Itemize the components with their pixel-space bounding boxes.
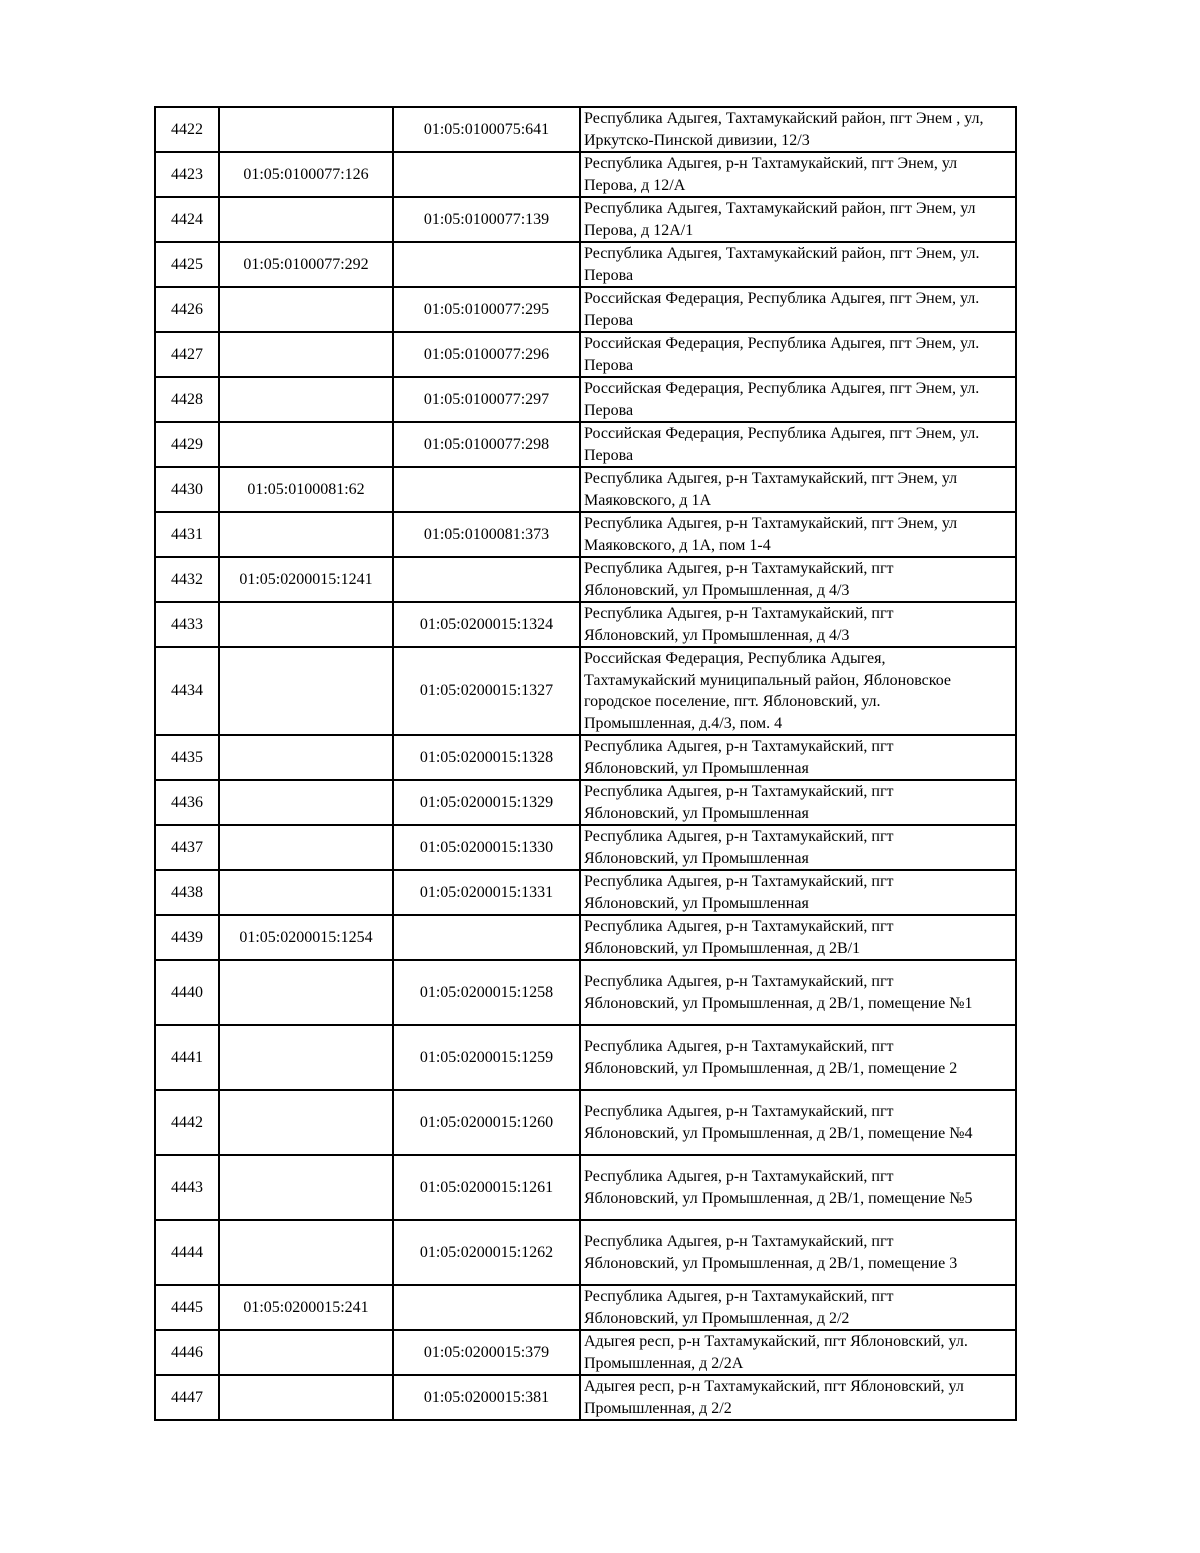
- row-number-cell: 4428: [155, 377, 219, 422]
- cadastral-number-b-cell: 01:05:0200015:1327: [393, 647, 580, 735]
- address-cell: Республика Адыгея, р-н Тахтамукайский, пгт Энем, ул Перова, д 12/А: [580, 152, 1016, 197]
- row-number-cell: 4440: [155, 960, 219, 1025]
- row-number-cell: 4443: [155, 1155, 219, 1220]
- row-number-cell: 4435: [155, 735, 219, 780]
- row-number-cell: 4434: [155, 647, 219, 735]
- cadastral-number-a-cell: 01:05:0100081:62: [219, 467, 393, 512]
- address-cell: Российская Федерация, Республика Адыгея, пгт Энем, ул. Перова: [580, 422, 1016, 467]
- address-cell: Республика Адыгея, р-н Тахтамукайский, пгт Яблоновский, ул Промышленная: [580, 780, 1016, 825]
- cadastral-number-a-cell: 01:05:0200015:241: [219, 1285, 393, 1330]
- registry-table-body: [155, 107, 1016, 1420]
- cadastral-number-b-cell: 01:05:0200015:381: [393, 1375, 580, 1420]
- cadastral-number-b-cell: [393, 1285, 580, 1330]
- address-cell: Республика Адыгея, р-н Тахтамукайский, пгт Яблоновский, ул Промышленная, д 2В/1, помещение №5: [580, 1155, 1016, 1220]
- address-cell: Республика Адыгея, Тахтамукайский район, пгт Энем , ул, Иркутско-Пинской дивизии, 12/3: [580, 107, 1016, 152]
- row-number-cell: 4429: [155, 422, 219, 467]
- cadastral-number-a-cell: 01:05:0100077:292: [219, 242, 393, 287]
- cadastral-number-a-cell: 01:05:0200015:1254: [219, 915, 393, 960]
- table-row: [155, 735, 1016, 780]
- table-row: [155, 1025, 1016, 1090]
- cadastral-number-b-cell: 01:05:0200015:1331: [393, 870, 580, 915]
- cadastral-number-b-cell: 01:05:0200015:1262: [393, 1220, 580, 1285]
- row-number-cell: 4439: [155, 915, 219, 960]
- table-row: [155, 422, 1016, 467]
- address-cell: Российская Федерация, Республика Адыгея, Тахтамукайский муниципальный район, Яблоновское городское поселение, пгт. Яблоновский, ул. Промышленная, д.4/3, пом. 4: [580, 647, 1016, 735]
- table-row: [155, 870, 1016, 915]
- cadastral-number-a-cell: [219, 1220, 393, 1285]
- cadastral-number-a-cell: [219, 825, 393, 870]
- address-cell: Российская Федерация, Республика Адыгея, пгт Энем, ул. Перова: [580, 377, 1016, 422]
- cadastral-number-b-cell: [393, 467, 580, 512]
- row-number-cell: 4437: [155, 825, 219, 870]
- row-number-cell: 4438: [155, 870, 219, 915]
- cadastral-number-b-cell: 01:05:0100077:298: [393, 422, 580, 467]
- cadastral-number-b-cell: 01:05:0100077:139: [393, 197, 580, 242]
- cadastral-number-a-cell: [219, 960, 393, 1025]
- cadastral-number-b-cell: 01:05:0100077:297: [393, 377, 580, 422]
- row-number-cell: 4424: [155, 197, 219, 242]
- table-row: [155, 780, 1016, 825]
- table-row: [155, 960, 1016, 1025]
- address-cell: Республика Адыгея, р-н Тахтамукайский, пгт Энем, ул Маяковского, д 1А, пом 1-4: [580, 512, 1016, 557]
- cadastral-number-a-cell: [219, 1330, 393, 1375]
- cadastral-number-a-cell: [219, 735, 393, 780]
- cadastral-number-b-cell: [393, 557, 580, 602]
- row-number-cell: 4433: [155, 602, 219, 647]
- table-row: [155, 467, 1016, 512]
- table-row: [155, 1375, 1016, 1420]
- table-row: [155, 107, 1016, 152]
- row-number-cell: 4445: [155, 1285, 219, 1330]
- address-cell: Республика Адыгея, р-н Тахтамукайский, пгт Яблоновский, ул Промышленная: [580, 870, 1016, 915]
- cadastral-number-a-cell: [219, 870, 393, 915]
- table-row: [155, 647, 1016, 735]
- address-cell: Республика Адыгея, Тахтамукайский район, пгт Энем, ул Перова, д 12А/1: [580, 197, 1016, 242]
- table-row: [155, 557, 1016, 602]
- address-cell: Республика Адыгея, р-н Тахтамукайский, пгт Яблоновский, ул Промышленная, д 2/2: [580, 1285, 1016, 1330]
- cadastral-number-b-cell: 01:05:0200015:1259: [393, 1025, 580, 1090]
- row-number-cell: 4436: [155, 780, 219, 825]
- address-cell: Российская Федерация, Республика Адыгея, пгт Энем, ул. Перова: [580, 332, 1016, 377]
- row-number-cell: 4442: [155, 1090, 219, 1155]
- table-row: [155, 197, 1016, 242]
- address-cell: Республика Адыгея, р-н Тахтамукайский, пгт Яблоновский, ул Промышленная, д 4/3: [580, 602, 1016, 647]
- address-cell: Республика Адыгея, р-н Тахтамукайский, пгт Яблоновский, ул Промышленная, д 2В/1, помещение №1: [580, 960, 1016, 1025]
- row-number-cell: 4425: [155, 242, 219, 287]
- address-cell: Республика Адыгея, р-н Тахтамукайский, пгт Яблоновский, ул Промышленная, д 2В/1, помещение 3: [580, 1220, 1016, 1285]
- cadastral-number-a-cell: [219, 287, 393, 332]
- table-row: [155, 825, 1016, 870]
- cadastral-number-a-cell: 01:05:0100077:126: [219, 152, 393, 197]
- cadastral-number-b-cell: 01:05:0200015:1330: [393, 825, 580, 870]
- address-cell: Республика Адыгея, р-н Тахтамукайский, пгт Энем, ул Маяковского, д 1А: [580, 467, 1016, 512]
- cadastral-number-a-cell: [219, 377, 393, 422]
- table-row: [155, 332, 1016, 377]
- address-cell: Республика Адыгея, р-н Тахтамукайский, пгт Яблоновский, ул Промышленная: [580, 825, 1016, 870]
- row-number-cell: 4423: [155, 152, 219, 197]
- cadastral-number-a-cell: 01:05:0200015:1241: [219, 557, 393, 602]
- cadastral-number-b-cell: 01:05:0200015:1260: [393, 1090, 580, 1155]
- cadastral-number-b-cell: 01:05:0100075:641: [393, 107, 580, 152]
- cadastral-number-a-cell: [219, 1155, 393, 1220]
- row-number-cell: 4444: [155, 1220, 219, 1285]
- table-row: [155, 152, 1016, 197]
- table-row: [155, 242, 1016, 287]
- cadastral-number-a-cell: [219, 780, 393, 825]
- row-number-cell: 4431: [155, 512, 219, 557]
- row-number-cell: 4427: [155, 332, 219, 377]
- address-cell: Республика Адыгея, р-н Тахтамукайский, пгт Яблоновский, ул Промышленная, д 2В/1, помещение 2: [580, 1025, 1016, 1090]
- address-cell: Адыгея респ, р-н Тахтамукайский, пгт Яблоновский, ул Промышленная, д 2/2: [580, 1375, 1016, 1420]
- address-cell: Республика Адыгея, Тахтамукайский район, пгт Энем, ул. Перова: [580, 242, 1016, 287]
- row-number-cell: 4422: [155, 107, 219, 152]
- cadastral-number-a-cell: [219, 1375, 393, 1420]
- table-row: [155, 1090, 1016, 1155]
- cadastral-number-a-cell: [219, 107, 393, 152]
- row-number-cell: 4446: [155, 1330, 219, 1375]
- cadastral-number-b-cell: 01:05:0200015:1261: [393, 1155, 580, 1220]
- cadastral-number-a-cell: [219, 647, 393, 735]
- table-row: [155, 287, 1016, 332]
- table-row: [155, 1220, 1016, 1285]
- cadastral-number-b-cell: 01:05:0100081:373: [393, 512, 580, 557]
- cadastral-number-a-cell: [219, 1025, 393, 1090]
- cadastral-number-b-cell: 01:05:0200015:1329: [393, 780, 580, 825]
- cadastral-number-a-cell: [219, 1090, 393, 1155]
- table-row: [155, 1285, 1016, 1330]
- table-row: [155, 602, 1016, 647]
- cadastral-number-b-cell: 01:05:0200015:1328: [393, 735, 580, 780]
- row-number-cell: 4426: [155, 287, 219, 332]
- cadastral-number-b-cell: 01:05:0100077:295: [393, 287, 580, 332]
- cadastral-number-b-cell: [393, 152, 580, 197]
- table-row: [155, 377, 1016, 422]
- cadastral-number-b-cell: 01:05:0200015:379: [393, 1330, 580, 1375]
- address-cell: Российская Федерация, Республика Адыгея, пгт Энем, ул. Перова: [580, 287, 1016, 332]
- row-number-cell: 4447: [155, 1375, 219, 1420]
- cadastral-number-b-cell: 01:05:0200015:1324: [393, 602, 580, 647]
- address-cell: Республика Адыгея, р-н Тахтамукайский, пгт Яблоновский, ул Промышленная: [580, 735, 1016, 780]
- cadastral-number-a-cell: [219, 602, 393, 647]
- row-number-cell: 4441: [155, 1025, 219, 1090]
- cadastral-number-a-cell: [219, 512, 393, 557]
- address-cell: Республика Адыгея, р-н Тахтамукайский, пгт Яблоновский, ул Промышленная, д 2В/1, помещение №4: [580, 1090, 1016, 1155]
- cadastral-number-b-cell: 01:05:0100077:296: [393, 332, 580, 377]
- cadastral-number-a-cell: [219, 197, 393, 242]
- table-row: [155, 915, 1016, 960]
- row-number-cell: 4430: [155, 467, 219, 512]
- address-cell: Республика Адыгея, р-н Тахтамукайский, пгт Яблоновский, ул Промышленная, д 4/3: [580, 557, 1016, 602]
- cadastral-number-b-cell: [393, 242, 580, 287]
- cadastral-number-b-cell: [393, 915, 580, 960]
- cadastral-number-a-cell: [219, 332, 393, 377]
- table-row: [155, 512, 1016, 557]
- row-number-cell: 4432: [155, 557, 219, 602]
- table-row: [155, 1330, 1016, 1375]
- table-row: [155, 1155, 1016, 1220]
- registry-table: [154, 106, 1017, 1421]
- cadastral-number-a-cell: [219, 422, 393, 467]
- address-cell: Республика Адыгея, р-н Тахтамукайский, пгт Яблоновский, ул Промышленная, д 2В/1: [580, 915, 1016, 960]
- address-cell: Адыгея респ, р-н Тахтамукайский, пгт Яблоновский, ул. Промышленная, д 2/2А: [580, 1330, 1016, 1375]
- cadastral-number-b-cell: 01:05:0200015:1258: [393, 960, 580, 1025]
